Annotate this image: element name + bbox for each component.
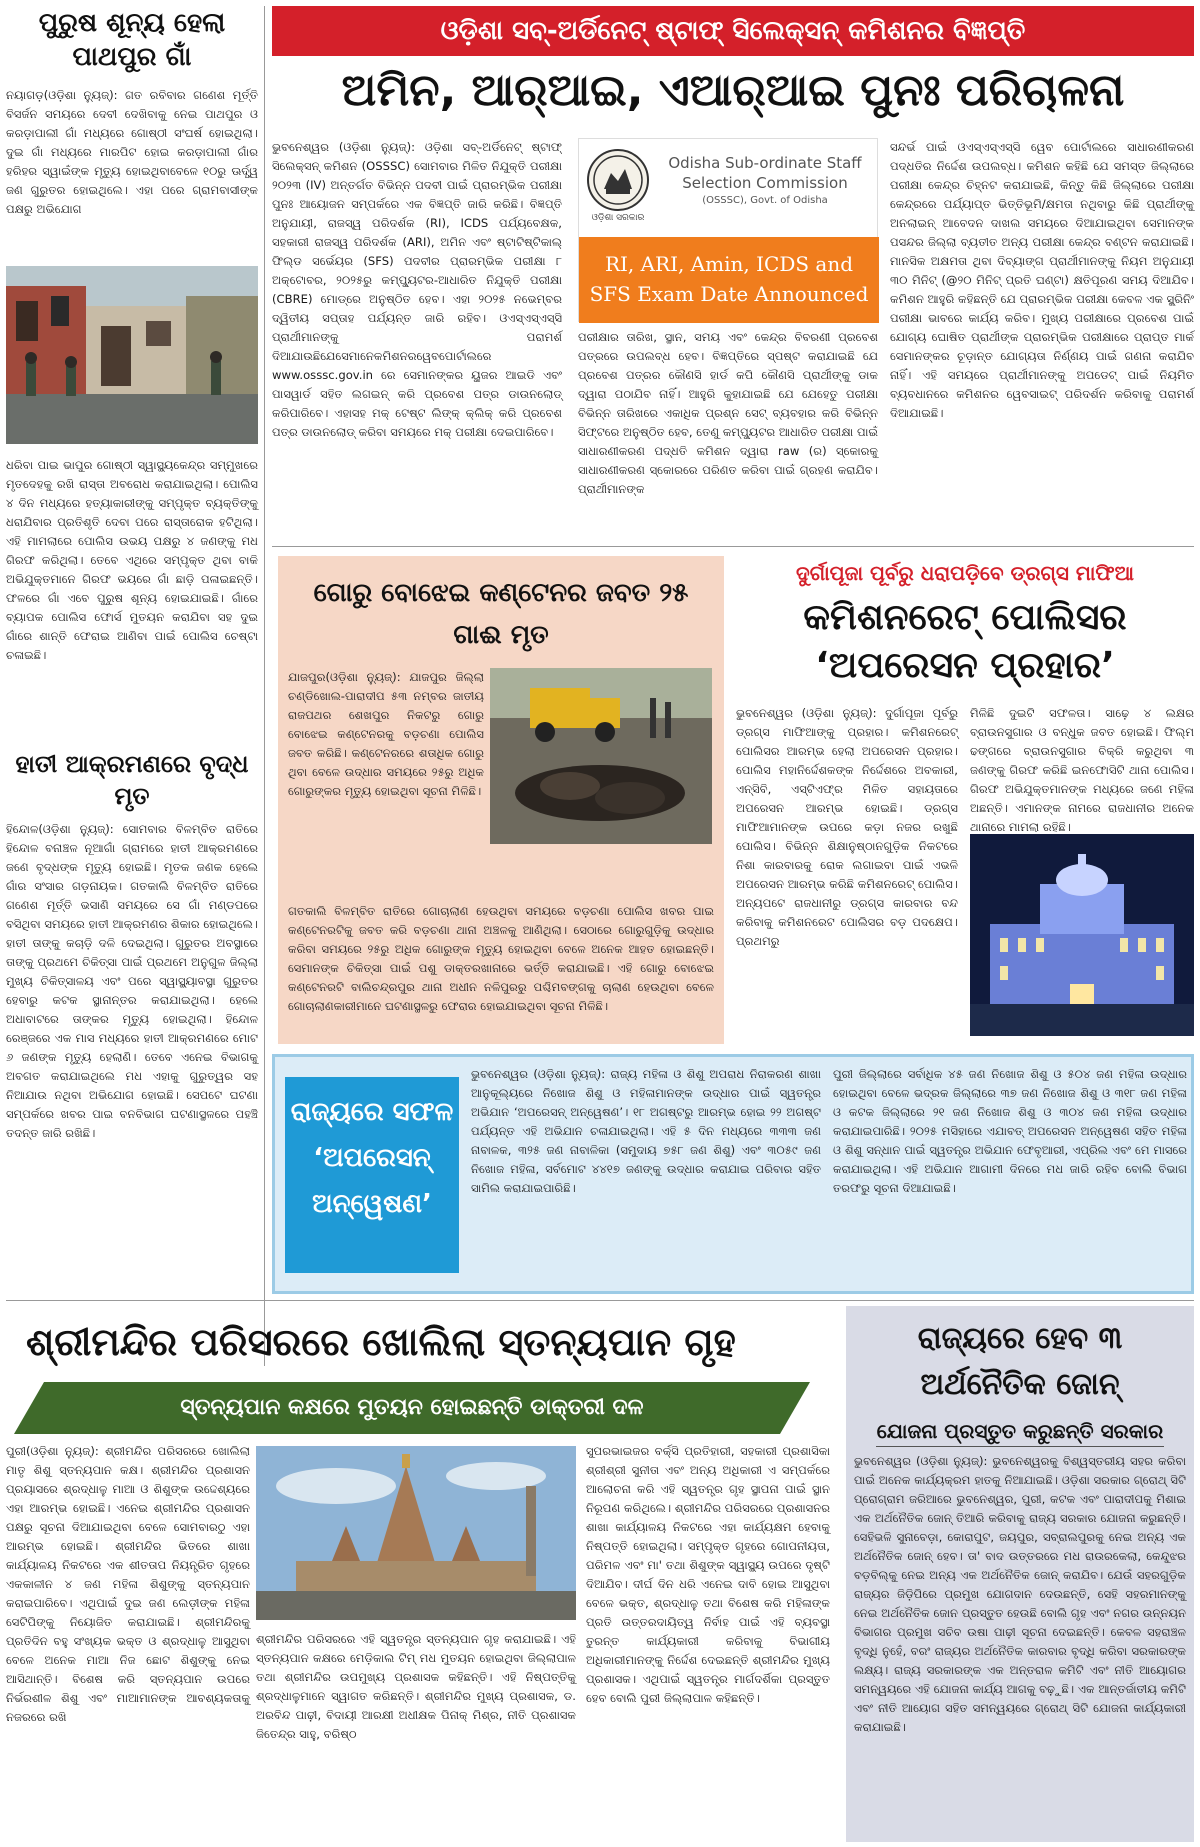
headline-economic-zone: ରାଜ୍ୟରେ ହେବ ୩ ଅର୍ଥନୈତିକ ଜୋନ୍ [917,1321,1123,1402]
osssc-col1: ଭୁବନେଶ୍ୱର (ଓଡ଼ିଶା ନ୍ୟୁଜ୍): ଓଡ଼ିଶା ସବ୍-ଅର୍ଡିନେଟ୍ ଷ୍ଟାଫ୍ ସିଲେକ୍ସନ୍ କମିଶନ (OSSSC) ସୋମବାର ମିଳିତ ନିଯୁକ୍ତି ପରୀକ୍ଷା ୨୦୨୩ (IV) ଅନ୍ତର୍ଗତ ବିଭିନ୍ନ ପଦବୀ ପାଇଁ ପ୍ରାରମ୍ଭିକ ପରୀକ୍ଷା ପୁନଃ ଆୟୋଜନ ସମ୍ପର୍କରେ ଏକ ବିଜ୍ଞପ୍ତି ଜାରି କରିଛି। ବିଜ୍ଞପ୍ତି ଅନୁଯାୟୀ, ରାଜସ୍ୱ ପରିଦର୍ଶକ (RI), ICDS ପର୍ଯ୍ୟବେକ୍ଷକ, ସହକାରୀ ରାଜସ୍ୱ ପରିଦର୍ଶକ (ARI), ଅମିନ ଏବଂ ଷ୍ଟାଟିଷ୍ଟିକାଲ୍ ଫିଲ୍ଡ ସର୍ଭେୟର (SFS) ପଦବୀର ପ୍ରାରମ୍ଭିକ ପରୀକ୍ଷା ୮ ଅକ୍ଟୋବର, ୨୦୨୫ରୁ କମ୍ପ୍ୟୁଟର-ଆଧାରିତ ନିଯୁକ୍ତି ପରୀକ୍ଷା (CBRE) ମୋଡ୍‌ରେ ଅନୁଷ୍ଠିତ ହେବ। ଏହା ୨୦୨୫ ନଭେମ୍ବର ଦ୍ୱିତୀୟ ସପ୍ତାହ ପର୍ଯ୍ୟନ୍ତ ଜାରି ରହିବ। ଓଏସ୍‌ଏସ୍‌ଏସ୍‌ସି ପ୍ରାର୍ଥୀମାନଙ୍କୁ ପରାମର୍ଶ ଦିଆଯାଉଛିଯେସେମାନେକମିଶନରୱେବପୋର୍ଟାଲରେ www.osssc.gov.in ରେ ସେମାନଙ୍କର ୟୁଜର ଆଇଡି ଏବଂ ପାସୱାର୍ଡ ସହିତ ଲଗଇନ୍ କରି ପ୍ରବେଶ ପତ୍ର ଡାଉନଲୋଡ୍ କରିପାରିବେ। ଏହାସହ ମକ୍ ଟେଷ୍ଟ ଲିଙ୍କ୍ କ୍ଲିକ୍ କରି ପ୍ରବେଶ ପତ୍ର ଡାଉନଲୋଡ୍ କରିବା ସମୟରେ ମକ୍ ପରୀକ୍ଷା ଦେଇପାରିବେ। [272,140,562,439]
headline-prahar: କମିଶନରେଟ୍ ପୋଲିସର ‘ଅପରେସନ ପ୍ରହାର’ [803,597,1127,686]
story-elephant [6,748,258,1366]
osssc-seal-text: ଓଡ଼ିଶା ସରକାର [591,213,645,223]
temple-illustration [256,1446,576,1620]
osssc-exam-banner [579,237,879,323]
cattle-body: ଗତକାଲି ବିଳମ୍ବିତ ରାତିରେ ଗୋଚାଲାଣ ହେଉଥିବା ସମୟରେ ବଡ଼ଚଣା ପୋଲିସ ଖବର ପାଇ କଣ୍ଟେନରଟିକୁ ଜବତ କରି ବଡ଼ଚଣା ଥାନା ଅଞ୍ଚଳକୁ ଆଣିଥିଲା। ସେଠାରେ ଗୋରୁଗୁଡ଼ିକୁ ଉଦ୍ଧାର କରିବା ସମୟରେ ୨୫ରୁ ଅଧିକ ଗୋରୁଙ୍କ ମୃତ୍ୟୁ ହୋଇଥିବା ବେଳେ ଅନେକ ଆହତ ହୋଇଛନ୍ତି। ସେମାନଙ୍କ ଚିକିତ୍ସା ପାଇଁ ପଶୁ ଡାକ୍ତରଖାନାରେ ଭର୍ତ୍ତି କରାଯାଇଛି। ଏହି ଗୋରୁ ବୋଝେଇ କଣ୍ଟେନରଟି ବାଲିଚନ୍ଦ୍ରପୁର ଥାନା ଅଧୀନ ନଳିପୁରରୁ ପଶ୍ଚିମବଙ୍ଗକୁ ଚାଲାଣ ହେଉଥିବା ବେଳେ ଗୋଚାଲାଣକାରୀମାନେ ଘଟଣାସ୍ଥଳରୁ ଫେରାର ହୋଇଯାଇଥିବା ସୂଚନା ମିଳିଛି। [288,904,714,1013]
prahar-col1: ଭୁବନେଶ୍ୱର (ଓଡ଼ିଶା ନ୍ୟୁଜ୍): ଦୁର୍ଗାପୂଜା ପୂର୍ବରୁ ଡ୍ରଗ୍ସ ମାଫିଆଙ୍କୁ ପ୍ରହାର। କମିଶନରେଟ୍ ପୋଲିସର ଆରମ୍ଭ ହେଲା ଅପରେସନ ପ୍ରହାର। ପୋଲିସ ମହାନିର୍ଦ୍ଦେଶକଙ୍କ ନିର୍ଦ୍ଦେଶରେ ଅବକାରୀ, ଏନ୍‌ସିବି, ଏସ୍‌ଟିଏଫ୍‌ର ମିଳିତ ସହାୟତାରେ ଅପରେସନ ଆରମ୍ଭ ହୋଇଛି। ଡ୍ରଗ୍ସ ମାଫିଆମାନଙ୍କ ଉପରେ କଡ଼ା ନଜର ରଖୁଛି ପୋଲିସ। ବିଭିନ୍ନ ଶିକ୍ଷାନୁଷ୍ଠାନଗୁଡ଼ିକ ନିକଟରେ ନିଶା କାରବାରକୁ ରୋକ ଲଗାଇବା ପାଇଁ ଏଭଳି ଅପରେସନ ଆରମ୍ଭ କରିଛି କମିଶନରେଟ୍ ପୋଲିସ। ଅନ୍ୟପଟେ ରାଜଧାନୀରୁ ଡ୍ରଗ୍ସ କାରବାର ବନ୍ଦ କରିବାକୁ କମିଶନରେଟ ପୋଲିସର ବଡ଼ ପଦକ୍ଷେପ। ପ୍ରଥମରୁ [736,706,958,948]
osssc-org-line1: Odisha Sub-ordinate Staff [668,154,862,172]
story-pathapur [6,6,258,770]
anwesan-headline-box [285,1077,459,1273]
story-economic-zone [846,1306,1194,1842]
column-divider [264,6,265,1366]
headline-osssc: ଅମିନ, ଆର୍‌ଆଇ, ଏଆର୍‌ଆଇ ପୁନଃ ପରିଚାଳନା [341,65,1125,116]
elephant-body: ହିନ୍ଦୋଳ(ଓଡ଼ିଶା ନ୍ୟୁଜ୍): ସୋମବାର ବିଳମ୍ବିତ ରାତିରେ ହିନ୍ଦୋଳ ବନାଞ୍ଚଳ ନୂଆଗାଁ ଗ୍ରାମରେ ହାତୀ ଆକ୍ରମଣରେ ଜଣେ ବୃଦ୍ଧଙ୍କ ମୃତ୍ୟୁ ହୋଇଛି। ମୃତକ ଜଣକ ହେଲେ ଗାଁର ସଂସାର ଗଡ଼ନାୟକ। ଗତକାଲି ବିଳମ୍ବିତ ରାତିରେ ଗଣେଶ ମୂର୍ତ୍ତି ଭସାଣି ସମୟରେ ସେ ଗାଁ ମଣ୍ଡପରେ ବସିଥିବା ସମୟରେ ହାତୀ ଆକ୍ରମଣର ଶିକାର ହୋଇଥିଲେ। ହାତୀ ତାଙ୍କୁ କଚାଡ଼ି ଦଳି ଦେଇଥିଲା। ଗୁରୁତର ଅବସ୍ଥାରେ ତାଙ୍କୁ ପ୍ରଥମେ ଚିକିତ୍ସା ପାଇଁ ପ୍ରଥମେ ଅନୁଗୁଳ ଜିଲ୍ଲା ମୁଖ୍ୟ ଚିକିତ୍ସାଳୟ ଏବଂ ପରେ ସ୍ୱାସ୍ଥ୍ୟାବସ୍ଥା ଗୁରୁତର ହେବାରୁ କଟକ ସ୍ଥାନାନ୍ତର କରାଯାଇଥିଲା। ହେଲେ ଅଧାବାଟରେ ତାଙ୍କର ମୃତ୍ୟୁ ହୋଇଥିଲା। ହିନ୍ଦୋଳ ରେଞ୍ଜରେ ଏକ ମାସ ମଧ୍ୟରେ ହାତୀ ଆକ୍ରମଣରେ ମୋଟ ୬ ଜଣଙ୍କ ମୃତ୍ୟୁ ହେଲାଣି। ତେବେ ଏନେଇ ବିଭାଗକୁ ଅବଗତ କରାଯାଇଥିଲେ ମଧ ଏହାକୁ ଗୁରୁତ୍ୱର ସହ ନିଆଯାଉ ନଥିବା ଅଭିଯୋଗ ହୋଇଛି। ସେପଟେ ଘଟଣା ସମ୍ପର୍କରେ ଖବର ପାଇ ବନବିଭାଗ ଘଟଣାସ୍ଥଳରେ ପହଞ୍ଚି ତଦନ୍ତ ଜାରି ରଖିଛି। [6,822,258,1140]
container-illustration [490,668,712,844]
anwesan-col2: ପୁରୀ ଜିଲ୍ଲାରେ ସର୍ବାଧିକ ୪୫ ଜଣ ନିଖୋଜ ଶିଶୁ ଓ ୫୦୪ ଜଣ ମହିଳା ଉଦ୍ଧାର ହୋଇଥିବା ବେଳେ ଭଦ୍ରକ ଜିଲ୍ଲାରେ ୩୭ ଜଣ ନିଖୋଜ ଶିଶୁ ଓ ୩୧୮ ଜଣ ମହିଳା ଓ କଟକ ଜିଲ୍ଲାରେ ୨୧ ଜଣ ନିଖୋଜ ଶିଶୁ ଓ ୩୦୪ ଜଣ ମହିଳା ଉଦ୍ଧାର କରାଯାଇପାରିଛି। ୨୦୨୫ ମସିହାରେ ଏଯାବତ୍ ଅପରେସନ ଅନ୍ୱେଷଣ ସହିତ ମହିଳା ଓ ଶିଶୁ ସନ୍ଧାନ ପାଇଁ ସ୍ୱତନ୍ତ୍ର ଅଭିଯାନ ଫେବୃଆରୀ, ଏପ୍ରିଲ ଏବଂ ମେ ମାସରେ କରାଯାଇଥିଲା। ଏହି ଅଭିଯାନ ଆଗାମୀ ଦିନରେ ମଧ ଜାରି ରହିବ ବୋଲି ବିଭାଗ ତରଫରୁ ସୂଚନା ଦିଆଯାଇଛି। [833,1067,1187,1195]
emblem-icon [589,151,647,209]
headline-pathapur: ପୁରୁଷ ଶୂନ୍ୟ ହେଲା ପାଥପୁର ଗାଁ [38,8,226,72]
osssc-org-line3: (OSSSC), Govt. of Odisha [702,195,828,206]
osssc-org-name [657,153,873,209]
headline-anwesan: ରାଜ୍ୟରେ ସଫଳ ‘ଅପରେସନ୍ ଅନ୍ୱେଷଣ’ [290,1097,454,1219]
pathapur-intro: ନୟାଗଡ଼(ଓଡ଼ିଶା ନ୍ୟୁଜ୍): ଗତ ରବିବାର ଗଣେଶ ମୂର୍ତ୍ତି ବିସର୍ଜନ ସମୟରେ ଦେବୀ ଦେଖିବାକୁ ନେଇ ପାଥପୁର ଓ କରଡ଼ାପାଲୀ ଗାଁ ମଧ୍ୟରେ ଗୋଷ୍ଠୀ ସଂଘର୍ଷ ହୋଇଥିଲା। ଦୁଇ ଗାଁ ମଧ୍ୟରେ ମାରପିଟ ହୋଇ କରଡ଼ାପାଲୀ ଗାଁର ହରିହର ସ୍ୱାଇଁଙ୍କ ମୃତ୍ୟୁ ହୋଇଥିବାବେଳେ ୧୦ରୁ ଊର୍ଦ୍ଧ୍ୱ ଜଣ ଗୁରୁତର ହୋଇଥିଲେ। ଏହା ପରେ ଗ୍ରାମବାସୀଙ୍କ ପକ୍ଷରୁ ଅଭିଯୋଗ [6,88,258,216]
srimandir-kicker-ribbon [14,1382,810,1434]
osssc-col3: ସନ୍ଦର୍ଭ ପାଇଁ ଓଏସ୍‌ଏସ୍‌ଏସ୍‌ସି ୱେବ ପୋର୍ଟାଲରେ ସାଧାରଣୀକରଣ ପଦ୍ଧତିର ନିର୍ଦ୍ଦେଶ ଉପଲବ୍ଧ। କମିଶନ କହିଛି ଯେ ସମସ୍ତ ଜିଲ୍ଲାରେ ପରୀକ୍ଷା କେନ୍ଦ୍ର ଚିହ୍ନଟ କରାଯାଇଛି, କିନ୍ତୁ କିଛି ଜିଲ୍ଲାରେ ପରୀକ୍ଷା କେନ୍ଦ୍ରରେ ପର୍ଯ୍ୟାପ୍ତ ଭିତ୍ତିଭୂମି/କ୍ଷମତା ନଥିବାରୁ କିଛି ପ୍ରାର୍ଥୀଙ୍କୁ ଅନଲାଇନ୍ ଆବେଦନ ଦାଖଲ ସମୟରେ ଦିଆଯାଇଥିବା ସେମାନଙ୍କ ପସନ୍ଦର ଜିଲ୍ଲା ବ୍ୟତୀତ ଅନ୍ୟ ପରୀକ୍ଷା କେନ୍ଦ୍ର ବଣ୍ଟନ କରାଯାଇଛି। ମାନସିକ ଅକ୍ଷମତା ଥିବା ଦିବ୍ୟାଙ୍ଗ ପ୍ରାର୍ଥୀମାନଙ୍କୁ ନିୟମ ଅନୁଯାୟୀ ୩୦ ମିନିଟ୍ (@୨୦ ମିନିଟ୍ ପ୍ରତି ଘଣ୍ଟା) କ୍ଷତିପୂରଣ ସମୟ ଦିଆଯିବ। କମିଶନ ଆହୁରି କହିଛନ୍ତି ଯେ ପ୍ରାରମ୍ଭିକ ପରୀକ୍ଷା କେବଳ ଏକ ସ୍କ୍ରିନିଂ ପରୀକ୍ଷା ଭାବରେ କାର୍ଯ୍ୟ କରିବ। ମୁଖ୍ୟ ପରୀକ୍ଷାରେ ପ୍ରବେଶ ପାଇଁ ଯୋଗ୍ୟ ଘୋଷିତ ପ୍ରାର୍ଥୀଙ୍କ ପ୍ରାରମ୍ଭିକ ପରୀକ୍ଷାରେ ପ୍ରାପ୍ତ ମାର୍କ ସେମାନଙ୍କର ଚୂଡ଼ାନ୍ତ ଯୋଗ୍ୟତା ନିର୍ଣ୍ଣୟ ପାଇଁ ଗଣନା କରାଯିବ ନାହିଁ। ଏହି ସମୟରେ ପ୍ରାର୍ଥୀମାନଙ୍କୁ ଅପଡେଟ୍ ପାଇଁ ନିୟମିତ ବ୍ୟବଧାନରେ କମିଶନର ୱେବସାଇଟ୍ ପରିଦର୍ଶନ କରିବାକୁ ପରାମର୍ଶ ଦିଆଯାଇଛି। [890,140,1194,420]
pathapur-body: ଧରିବା ପାଇ ଭାପୁର ଗୋଷ୍ଠୀ ସ୍ୱାସ୍ଥ୍ୟକେନ୍ଦ୍ର ସମ୍ମୁଖରେ ମୃତଦେହକୁ ରଖି ରାସ୍ତା ଅବରୋଧ କରାଯାଇଥିଲା। ପୋଲିସ ୪ ଦିନ ମଧ୍ୟରେ ହତ୍ୟାକାରୀଙ୍କୁ ସମ୍ପୃକ୍ତ ବ୍ୟକ୍ତିଙ୍କୁ ଧରାଯିବାର ପ୍ରତିଶୃତି ଦେବା ପରେ ରାସ୍ତାରୋକ ହଟିଥିଲା। ଏହି ମାମଲାରେ ପୋଲିସ ଉଭୟ ପକ୍ଷରୁ ୪ ଜଣଙ୍କୁ ମଧ ଗିରଫ କରିଥିଲା। ତେବେ ଏଥିରେ ସମ୍ପୃକ୍ତ ଥିବା ବାକି ଅଭିଯୁକ୍ତମାନେ ଗିରଫ ଭୟରେ ଗାଁ ଛାଡ଼ି ପଳାଇଛନ୍ତି। ଫଳରେ ଗାଁ ଏବେ ପୁରୁଷ ଶୂନ୍ୟ ହୋଇଯାଇଛି। ଗାଁରେ ବ୍ୟାପକ ପୋଲିସ ଫୋର୍ସ ମୁତୟନ କରାଯିବା ସହ ଦୁଇ ଗାଁରେ ଶାନ୍ତି ଫେରାଇ ଆଣିବା ପାଇଁ ପୋଲିସ ଚେଷ୍ଟା ଚଳାଇଛି। [6,458,258,662]
srimandir-col1: ପୁରୀ(ଓଡ଼ିଶା ନ୍ୟୁଜ୍): ଶ୍ରୀମନ୍ଦିର ପରିସରରେ ଖୋଲିଲା ମାତୃ ଶିଶୁ ସ୍ତନ୍ୟପାନ କକ୍ଷ। ଶ୍ରୀମନ୍ଦିର ପ୍ରଶାସନ ପ୍ରୟାସରେ ଶ୍ରଦ୍ଧାଳୁ ମାଆ ଓ ଶିଶୁଙ୍କ ଉଦ୍ଦେଶ୍ୟରେ ଏହା ଆରମ୍ଭ ହୋଇଛି। ଏନେଇ ଶ୍ରୀମନ୍ଦିର ପ୍ରଶାସନ ପକ୍ଷରୁ ସୂଚନା ଦିଆଯାଇଥିବା ବେଳେ ସୋମବାରଠୁ ଏହା ଆରମ୍ଭ ହୋଇଛି। ଶ୍ରୀମନ୍ଦିର ଭିତରେ ଶାଖା କାର୍ଯ୍ୟାଳୟ ନିକଟରେ ଏକ ଶୀତତାପ ନିୟନ୍ତ୍ରିତ ଗୃହରେ ଏକକାଳୀନ ୪ ଜଣ ମହିଳା ଶିଶୁଙ୍କୁ ସ୍ତନ୍ୟପାନ କରାଇପାରିବେ। ଏଥିପାଇଁ ଦୁଇ ଜଣ ଲେଡ଼ୀଙ୍କ ମହିଳା ସେଟିପିଙ୍କୁ ନିୟୋଜିତ କରାଯାଇଛି। ଶ୍ରୀମନ୍ଦିରକୁ ପ୍ରତିଦିନ ବହୁ ସଂଖ୍ୟକ ଭକ୍ତ ଓ ଶ୍ରଦ୍ଧାଳୁ ଆସୁଥିବା ବେଳେ ଅନେକ ମାଆ ନିଜ ଛୋଟ ଶିଶୁଙ୍କୁ ନେଇ ଆସିଥାନ୍ତି। ବିଶେଷ କରି ସ୍ତନ୍ୟପାନ ଉପରେ ନିର୍ଭରଶୀଳ ଶିଶୁ ଏବଂ ମାଆମାନଙ୍କ ଆବଶ୍ୟକତାକୁ ନଜରରେ ରଖି [6,1444,250,1724]
prahar-kicker: ଦୁର୍ଗାପୂଜା ପୂର୍ବରୁ ଧରାପଡ଼ିବେ ଡ୍ରଗ୍ସ ମାଫିଆ [796,561,1134,585]
srimandir-col2: ଶ୍ରୀମନ୍ଦିର ପରିସରରେ ଏହି ସ୍ୱତନ୍ତ୍ର ସ୍ତନ୍ୟପାନ ଗୃହ କରାଯାଇଛି। ଏହି ସ୍ତନ୍ୟପାନ କକ୍ଷରେ ମେଡ଼ିକାଲ ଟିମ୍ ମଧ ମୁତୟନ ହୋଇଥିବା ଜିଲ୍ଲାପାଳ ତଥା ଶ୍ରୀମନ୍ଦିର ଉପମୁଖ୍ୟ ପ୍ରଶାସକ କହିଛନ୍ତି। ଏହି ନିଷ୍ପତ୍ତିକୁ ଶ୍ରଦ୍ଧାଳୁମାନେ ସ୍ୱାଗତ କରିଛନ୍ତି। ଶ୍ରୀମନ୍ଦିର ମୁଖ୍ୟ ପ୍ରଶାସକ, ଡ. ଅରବିନ୍ଦ ପାଢ଼ୀ, ବିଦାୟୀ ଆରକ୍ଷୀ ଅଧୀକ୍ଷକ ପିନାକ୍ ମିଶ୍ର, ନୀତି ପ୍ରଶାସକ ଜିତେନ୍ଦ୍ର ସାହୁ, ବରିଷ୍ଠ [256,1632,576,1741]
osssc-logo-card [578,138,878,322]
headline-elephant: ହାତୀ ଆକ୍ରମଣରେ ବୃଦ୍ଧ ମୃତ [15,750,249,810]
srimandir-kicker: ସ୍ତନ୍ୟପାନ କକ୍ଷରେ ମୁତୟନ ହୋଇଛନ୍ତି ଡାକ୍ତରୀ ଦଳ [180,1395,644,1420]
osssc-exam-line2: SFS Exam Date Announced [589,282,869,306]
story-operation-prahar [736,556,1194,1044]
osssc-banner-text: ଓଡ଼ିଶା ସବ୍-ଅର୍ଡିନେଟ୍ ଷ୍ଟାଫ୍ ସିଲେକ୍ସନ୍ କମିଶନର ବିଜ୍ଞପ୍ତି [440,16,1026,46]
osssc-exam-line1: RI, ARI, Amin, ICDS and [604,252,854,276]
village-illustration [6,266,258,444]
osssc-col2: ପରୀକ୍ଷାର ତାରିଖ, ସ୍ଥାନ, ସମୟ ଏବଂ କେନ୍ଦ୍ର ବିବରଣୀ ପ୍ରବେଶ ପତ୍ରରେ ଉପଲବ୍ଧ ହେବ। ବିଜ୍ଞପ୍ତିରେ ସ୍ପଷ୍ଟ କରାଯାଇଛି ଯେ ପ୍ରବେଶ ପତ୍ରର କୌଣସି ହାର୍ଡ କପି କୌଣସି ପ୍ରାର୍ଥୀଙ୍କୁ ଡାକ ଦ୍ୱାରା ପଠାଯିବ ନାହିଁ। ଆହୁରି କୁହାଯାଇଛି ଯେ ଯେହେତୁ ପରୀକ୍ଷା ବିଭିନ୍ନ ତାରିଖରେ ଏକାଧିକ ପ୍ରଶ୍ନ ସେଟ୍ ବ୍ୟବହାର କରି ବିଭିନ୍ନ ସିଫ୍ଟରେ ଅନୁଷ୍ଠିତ ହେବ, ତେଣୁ କମ୍ପ୍ୟୁଟର ଆଧାରିତ ପରୀକ୍ଷା ପାଇଁ ସାଧାରଣୀକରଣ ପଦ୍ଧତି କମିଶନ ଦ୍ୱାରା raw (ର) ସ୍କୋରକୁ ସାଧାରଣୀକରଣ ସ୍କୋରରେ ପରିଣତ କରିବା ପାଇଁ ଗ୍ରହଣ କରାଯିବ। ପ୍ରାର୍ଥୀମାନଙ୍କ [578,330,878,496]
horizontal-rule [272,546,1194,547]
anwesan-col1: ଭୁବନେଶ୍ୱର (ଓଡ଼ିଶା ନ୍ୟୁଜ୍): ରାଜ୍ୟ ମହିଳା ଓ ଶିଶୁ ଅପରାଧ ନିରାକରଣ ଶାଖା ଆନୁକୂଲ୍ୟରେ ନିଖୋଜ ଶିଶୁ ଓ ମହିଳାମାନଙ୍କ ଉଦ୍ଧାର ପାଇଁ ସ୍ୱତନ୍ତ୍ର ଅଭିଯାନ ‘ଅପରେସନ୍ ଅନ୍ୱେଷଣ’। ୧୮ ଅଗଷ୍ଟରୁ ଆରମ୍ଭ ହୋଇ ୨୨ ଅଗଷ୍ଟ ପର୍ଯ୍ୟନ୍ତ ଏହି ଅଭିଯାନ ଚଳାଯାଇଥିଲା। ଏହି ୫ ଦିନ ମଧ୍ୟରେ ୩୩୩ ଜଣ ନାବାଳକ, ୩୨୫ ଜଣ ନାବାଳିକା (ସମୁଦାୟ ୭୫୮ ଜଣ ଶିଶୁ) ଏବଂ ୩୦୫୯ ଜଣ ନିଖୋଜ ମହିଳା, ସର୍ବମୋଟ ୪୪୧୭ ଜଣଙ୍କୁ ଉଦ୍ଧାର କରାଯାଇ ପରିବାର ସହିତ ସାମିଲ କରାଯାଇପାରିଛି। [471,1067,821,1195]
osssc-banner [272,6,1194,56]
story-anwesan [272,1054,1194,1294]
economic-zone-kicker: ଯୋଜନା ପ୍ରସ୍ତୁତ କରୁଛନ୍ତି ସରକାର [876,1419,1164,1443]
srimandir-col3: ସୁପରଭାଇଜର ବର୍କ୍ସି ପ୍ରତିହାରୀ, ସହକାରୀ ପ୍ରଶାସିକା ଶ୍ରୀ‌ଶ୍ରୀ ସୁନୀତା ଏବଂ ଅନ୍ୟ ଅଧିକାରୀ ଏ ସମ୍ପର୍କରେ ଆଲୋଚନା କରି ଏହି ସ୍ୱତନ୍ତ୍ର ଗୃହ ସ୍ଥାପନା ପାଇଁ ସ୍ଥାନ ନିରୂପଣ କରିଥିଲେ। ଶ୍ରୀମନ୍ଦିର ପରିସରରେ ପ୍ରଶାସନର ଶାଖା କାର୍ଯ୍ୟାଳୟ ନିକଟରେ ଏହା କାର୍ଯ୍ୟକ୍ଷମ ହେବାକୁ ନିଷ୍ପତ୍ତି ହୋଇଥିଲା। ସମ୍ପୃକ୍ତ ଗୃହରେ ଗୋପନୀୟତା, ପରିମଳ ଏବଂ ମା' ତଥା ଶିଶୁଙ୍କ ସ୍ୱାସ୍ଥ୍ୟ ଉପରେ ଦୃଷ୍ଟି ଦିଆଯିବ। ଦୀର୍ଘ ଦିନ ଧରି ଏନେଇ ଦାବି ହୋଇ ଆସୁଥିବା ବେଳେ ଭକ୍ତ, ଶ୍ରଦ୍ଧାଳୁ ତଥା ବିଶେଷ କରି ମହିଳାଙ୍କ ପ୍ରତି ଉତ୍ତରଦାୟିତ୍ୱ ନିର୍ବାହ ପାଇଁ ଏହି ବ୍ୟବସ୍ଥା ତୁରନ୍ତ କାର୍ଯ୍ୟକାରୀ କରିବାକୁ ବିଭାଗୀୟ ଅଧିକାରୀମାନଙ୍କୁ ନିର୍ଦ୍ଦେଶ ଦେଇଛନ୍ତି ଶ୍ରୀମନ୍ଦିର ମୁଖ୍ୟ ପ୍ରଶାସକ। ଏଥିପାଇଁ ସ୍ୱତନ୍ତ୍ର ମାର୍ଗଦର୍ଶିକା ପ୍ରସ୍ତୁତ ହେବ ବୋଲି ପୁରୀ ଜିଲ୍ଲାପାଳ କହିଛନ୍ତି। [586,1444,830,1705]
village-photo [6,266,258,444]
headline-cattle: ଗୋରୁ ବୋଝେଇ କଣ୍ଟେନର ଜବତ ୨୫ ଗାଈ ମୃତ [313,578,689,650]
building-photo [970,834,1194,1036]
cattle-intro: ଯାଜପୁର(ଓଡ଼ିଶା ନ୍ୟୁଜ୍): ଯାଜପୁର ଜିଲ୍ଲା ଚଣ୍ଡିଖୋଲ-ପାରାଦୀପ ୫୩ ନମ୍ବର ଜାତୀୟ ରାଜପଥର ଶେଖପୁର ନିକଟରୁ ଗୋରୁ ବୋଝେଇ କଣ୍ଟେନରକୁ ବଡ଼ଚଣା ପୋଲିସ ଜବତ କରିଛି। କଣ୍ଟେନରରେ ଶତାଧିକ ଗୋରୁ ଥିବା ବେଳେ ଉଦ୍ଧାର ସମୟରେ ୨୫ରୁ ଅଧିକ ଗୋରୁଙ୍କର ମୃତ୍ୟୁ ହୋଇଥିବା ସୂଚନା ମିଳିଛି। [288,670,484,798]
economic-zone-body: ଭୁବନେଶ୍ୱର (ଓଡ଼ିଶା ନ୍ୟୁଜ୍): ଭୁବନେଶ୍ୱରକୁ ବିଶ୍ୱସ୍ତରୀୟ ସହର କରିବା ପାଇଁ ଅନେକ କାର୍ଯ୍ୟକ୍ରମ ହାତକୁ ନିଆଯାଇଛି। ଓଡ଼ିଶା ସରକାର ଗ୍ରୋଥ୍ ସିଟି ପ୍ରୋଗ୍ରାମ ଜରିଆରେ ଭୁବନେଶ୍ୱର, ପୁରୀ, କଟକ ଏବଂ ପାରାଦୀପକୁ ମିଶାଇ ଏକ ଅର୍ଥନୈତିକ ଜୋନ୍ ତିଆରି କରିବାକୁ ରାଜ୍ୟ ସରକାର ଯୋଜନା କରୁଛନ୍ତି। ସେହିଭଳି ସୁନାବେଡ଼ା, କୋରାପୁଟ, ଜୟପୁର, ସବ୍ରାଲପୁରକୁ ନେଇ ଅନ୍ୟ ଏକ ଅର୍ଥନୈତିକ ଜୋନ୍ ହେବ। ତା' ବାଦ ଉତ୍ତରରେ ମଧ ରାଉରକେଲା, କେନ୍ଦୁଝର ବଡ଼ବିଲ୍‌କୁ ନେଇ ଅନ୍ୟ ଏକ ଅର୍ଥନୈତିକ ଜୋନ୍ କରାଯିବ। ଯେଉଁ ସହରଗୁଡ଼ିକ ରାଜ୍ୟର ଜିଡ଼ିପିରେ ପ୍ରମୁଖ ଯୋଗଦାନ ଦେଉଛନ୍ତି, ସେହି ସହରମାନଙ୍କୁ ନେଇ ଅର୍ଥନୈତିକ ଜୋନ ପ୍ରସ୍ତୁତ ହେଉଛି ବୋଲି ଗୃହ ଏବଂ ନଗର ଉନ୍ନୟନ ବିଭାଗର ପ୍ରମୁଖ ସଚିବ ଉଷା ପାଢ଼ୀ ସୂଚନା ଦେଇଛନ୍ତି। କେବଳ ସହରାଞ୍ଚଳ ବୃଦ୍ଧି ନୁହେଁ, ବରଂ ରାଜ୍ୟର ଅର୍ଥନୈତିକ କାରବାର ବୃଦ୍ଧି କରିବା ସରକାରଙ୍କ ଲକ୍ଷ୍ୟ। ରାଜ୍ୟ ସରକାରଙ୍କ ଏକ ଅନ୍ତରାଳ କମିଟି ଏବଂ ନୀତି ଆୟୋଗର ସମନ୍ୱୟରେ ଏହି ଯୋଜନା କାର୍ଯ୍ୟ ଆଗକୁ ବଢ଼ୁଛି। ଏକ ଆନ୍ତର୍ଜାତୀୟ କମିଟି ଏବଂ ନୀତି ଆୟୋଗ ସହିତ ସମନ୍ୱୟରେ ଗ୍ରୋଥ୍ ସିଟି ଯୋଜନା କାର୍ଯ୍ୟକାରୀ କରାଯାଇଛି। [854,1454,1186,1734]
temple-photo [256,1446,576,1620]
kicker-underline [876,1446,1164,1447]
osssc-org-line2: Selection Commission [682,174,848,192]
prahar-col2: ମିଳିଛି ଦୁଇଟି ସଫଳତା। ସାଢ଼େ ୪ ଲକ୍ଷର ବ୍ରାଉନସୁଗାର ଓ ବନ୍ଧୁକ ଜବତ ହୋଇଛି। ଫିଲ୍ମ ଢଙ୍ଗରେ ବ୍ରାଉନସୁଗାର ବିକ୍ରି କରୁଥିବା ୩ ଜଣଙ୍କୁ ଗିରଫ କରିଛି ଇନଫୋସିଟି ଥାନା ପୋଲିସ। ଗିରଫ ଅଭିଯୁକ୍ତମାନଙ୍କ ମଧ୍ୟରେ ଜଣେ ମହିଳା ଅଛନ୍ତି। ଏମାନଙ୍କ ନାମରେ ରାଜଧାନୀର ଅନେକ ଥାନାରେ ମାମଲା ରହିଛି। [970,706,1194,834]
story-cattle [278,556,724,1044]
osssc-seal [587,149,649,211]
container-photo [490,668,712,844]
horizontal-rule-2 [6,1300,1194,1301]
building-illustration [970,834,1194,1036]
headline-srimandir: ଶ୍ରୀମନ୍ଦିର ପରିସରରେ ଖୋଲିଲା ସ୍ତନ୍ୟପାନ ଗୃହ [26,1320,736,1364]
